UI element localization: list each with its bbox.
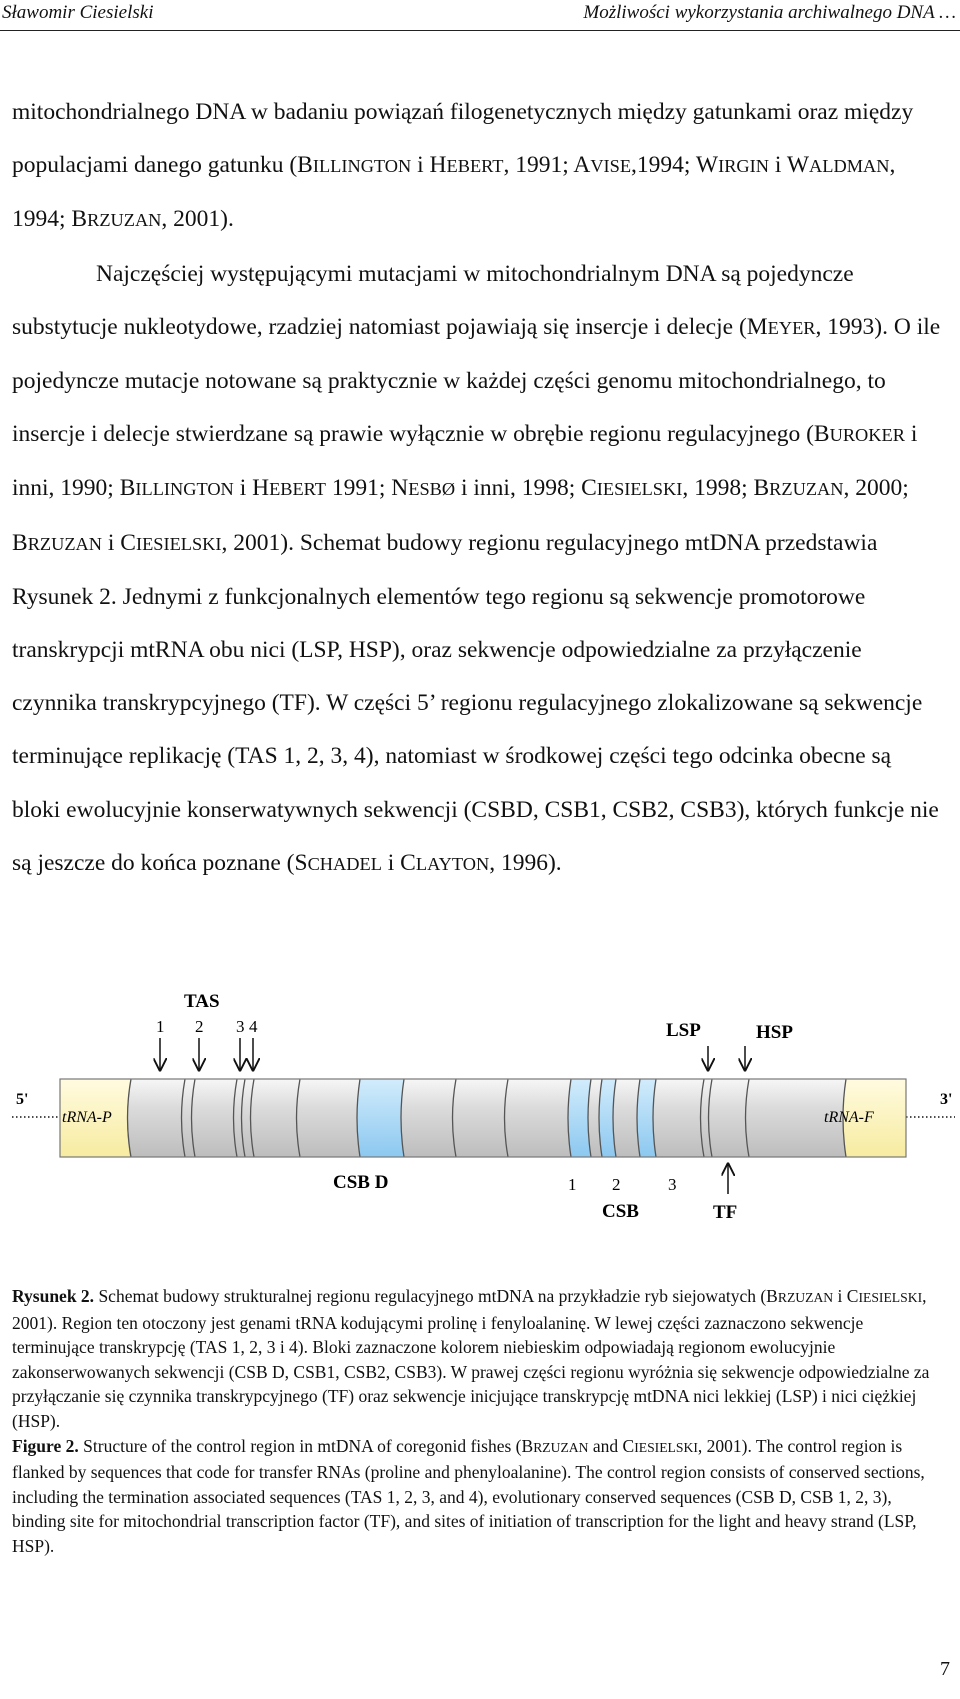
- header-title: Możliwości wykorzystania archiwalnego DNA …: [583, 2, 956, 23]
- tas-number-2: 2: [195, 1017, 204, 1036]
- caption-english: Figure 2. Structure of the control region in mtDNA of coregonid fishes (BRZUZAN and CIESIELSKI, 2001). The control region is flanked by sequences that code for transfer RNAs (proline and phenyloalanine). The control region consists of conserved sections, including the termination associated sequences (TAS 1, 2, 3, and 4), evolutionary conserved sequences (CSB D, CSB 1, 2, 3), binding site for mitochondrial transcription factor (TF), and sites of initiation of transcription for the light and heavy strand (LSP, HSP).: [12, 1435, 925, 1556]
- running-header: [0, 0, 960, 31]
- lsp-label: LSP: [666, 1020, 701, 1041]
- tas-label: TAS: [184, 991, 220, 1012]
- tas-number-3: 3: [236, 1017, 245, 1036]
- hsp-label: HSP: [756, 1022, 793, 1043]
- body-text: [12, 86, 942, 891]
- control-region-tube: [60, 1079, 906, 1157]
- csb-label: CSB: [602, 1201, 639, 1222]
- tas-number-4: 4: [249, 1017, 258, 1036]
- paragraph-1: mitochondrialnego DNA w badaniu powiązań filogenetycznych między gatunkami oraz między populacjami danego gatunku (BILLINGTON i HEBERT, 1991; AVISE,1994; WIRGIN i WALDMAN, 1994; BRZUZAN, 2001).: [12, 99, 914, 233]
- tas-number-1: 1: [156, 1017, 165, 1036]
- end-3-label: 3': [940, 1091, 953, 1108]
- control-region-diagram: [0, 980, 960, 1240]
- caption-polish: Rysunek 2. Schemat budowy strukturalnej regionu regulacyjnego mtDNA na przykładzie ryb siejowatych (BRZUZAN i CIESIELSKI, 2001). Region ten otoczony jest genami tRNA kodującymi prolinę i fenyloalaninę. W lewej części zaznaczono sekwencje terminujące transkrypcję (TAS 1, 2, 3 i 4). Bloki zaznaczone kolorem niebieskim odpowiadają regionom ewolucyjnie zakonserwowanych sekwencji (CSB D, CSB1, CSB2, CSB3). W prawej części regionu wyróżnia się sekwencje odpowiedzialne za przyłączanie się czynnika transkrypcyjnego (TF) oraz sekwencje inicjujące transkrypcję mtDNA nici lekkiej (LSP) i nici ciężkiej (HSP).: [12, 1286, 930, 1431]
- csb-number-1: 1: [568, 1175, 577, 1194]
- csb-number-3: 3: [668, 1175, 677, 1194]
- csb-number-2: 2: [612, 1175, 621, 1194]
- trna-p-label: tRNA-P: [62, 1109, 112, 1126]
- paragraph-2: Najczęściej występującymi mutacjami w mitochondrialnym DNA są pojedyncze substytucje nukleotydowe, rzadziej natomiast pojawiają się insercje i delecje (MEYER, 1993). O ile pojedyncze mutacje notowane są praktycznie w każdej części genomu mitochondrialnego, to insercje i delecje stwierdzane są prawie wyłącznie w obrębie regionu regulacyjnego (BUROKER i inni, 1990; BILLINGTON i HEBERT 1991; NESBØ i inni, 1998; CIESIELSKI, 1998; BRZUZAN, 2000; BRZUZAN i CIESIELSKI, 2001). Schemat budowy regionu regulacyjnego mtDNA przedstawia Rysunek 2. Jednymi z funkcjonalnych elementów tego regionu są sekwencje promotorowe transkrypcji mtRNA obu nici (LSP, HSP), oraz sekwencje odpowiedzialne za przyłączenie czynnika transkrypcyjnego (TF). W części 5’ regionu regulacyjnego zlokalizowane są sekwencje terminujące replikację (TAS 1, 2, 3, 4), natomiast w środkowej części tego odcinka obecne są bloki ewolucyjnie konserwatywnych sekwencji (CSBD, CSB1, CSB2, CSB3), których funkcje nie są jeszcze do końca poznane (SCHADEL i CLAYTON, 1996).: [12, 260, 941, 876]
- tf-label: TF: [713, 1202, 738, 1223]
- csb-d-block: [357, 1079, 404, 1157]
- header-author: Sławomir Ciesielski: [2, 2, 154, 23]
- figure-caption: [12, 1284, 932, 1559]
- end-5-label: 5': [16, 1091, 29, 1108]
- trna-f-label: tRNA-F: [824, 1109, 874, 1126]
- page-number: 7: [940, 1658, 950, 1680]
- csb-d-label: CSB D: [333, 1172, 389, 1193]
